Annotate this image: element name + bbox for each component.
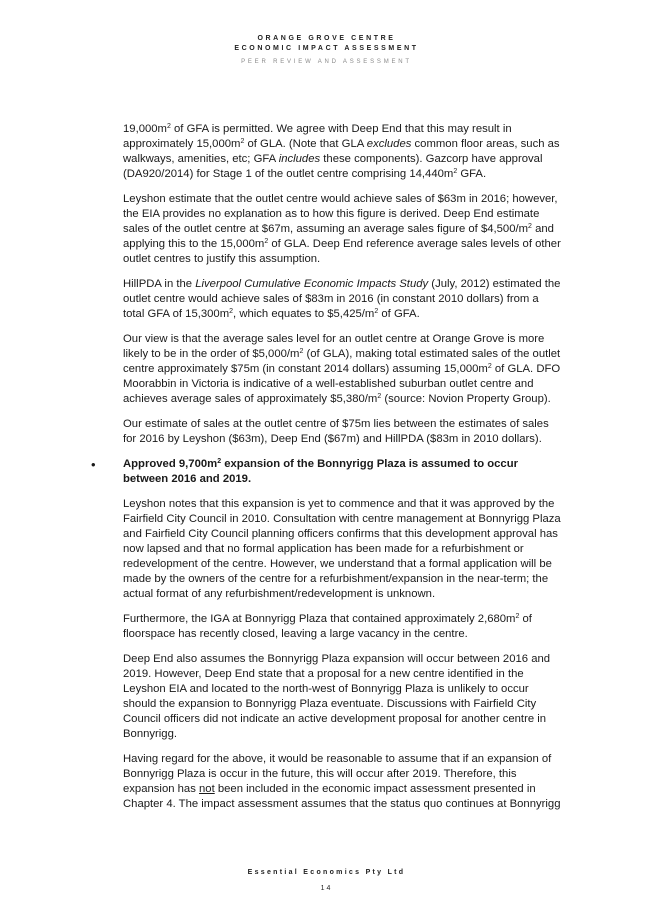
paragraph-5: Our estimate of sales at the outlet centre of $75m lies between the estimates of sales for 2016 by Leyshon ($63m), Deep End ($67m) and HillPDA ($83m in 2010 dollars). bbox=[123, 418, 549, 445]
paragraph-1: $19,000m^2$ of GFA is permitted. We agree with Deep End that this may result in approximately $15,000m^2$ of GLA. (Note that GLA excludes common floor areas, such as walkways, amenities, etc; GFA includes these components). Gazcorp have approval (DA920/2014) for Stage 1 of the outlet centre comprising $14,440m^2$ GFA. bbox=[123, 123, 560, 180]
page-number: 14 bbox=[320, 885, 333, 892]
paragraph-4: Our view is that the average sales level for an outlet centre at Orange Grove is more likely to be in the order of $\$5,000/m^2$ (of GLA), making total estimated sales of the outlet centre approximately $75m (in constant 2014 dollars) assuming $15,000m^2$ of GLA. DFO Moorabbin in Victoria is indicative of a well-established suburban outlet centre and achieves average sales of approximately $\$5,380/m^2$ (source: Novion Property Group). bbox=[123, 333, 561, 405]
header-subtitle: ECONOMIC IMPACT ASSESSMENT bbox=[234, 44, 419, 52]
header-title: ORANGE GROVE CENTRE bbox=[257, 35, 396, 42]
paragraph-8: Deep End also assumes the Bonnyrigg Plaza expansion will occur between 2016 and 2019. However, Deep End state that a proposal for a new centre identified in the Leyshon EIA and located to the north-west of Bonnyrigg Plaza is unlikely to occur should the expansion to Bonnyrigg Plaza eventuate. Discussions with Fairfield City Council officers did not indicate an active development proposal for another centre in Bonnyrigg. bbox=[123, 653, 551, 740]
footer-company: Essential Economics Pty Ltd bbox=[247, 869, 406, 876]
header-section: PEER REVIEW AND ASSESSMENT bbox=[241, 59, 412, 65]
paragraph-3: HillPDA in the Liverpool Cumulative Economic Impacts Study (July, 2012) estimated the outlet centre would achieve sales of $83m in 2016 (in constant 2010 dollars) from a total GFA of $15,300m^2$, which equates to $\$5,425/m^2$ of GFA. bbox=[123, 278, 561, 320]
document-body bbox=[91, 122, 563, 822]
paragraph-9: Having regard for the above, it would be reasonable to assume that if an expansion of Bonnyrigg Plaza is occur in the future, this will occur after 2019. Therefore, this expansion has not been included in the economic impact assessment presented in Chapter 4. The impact assessment assumes that the status quo continues at Bonnyrigg bbox=[123, 753, 561, 810]
bullet-heading: Approved $9,700m^2$ expansion of the Bonnyrigg Plaza is assumed to occur between 2016 and 2019. bbox=[123, 458, 519, 485]
bullet-item bbox=[91, 457, 563, 487]
paragraph-7: Furthermore, the IGA at Bonnyrigg Plaza that contained approximately $2,680m^2$ of floorspace has recently closed, leaving a large vacancy in the centre. bbox=[123, 613, 532, 640]
page-footer bbox=[0, 869, 653, 892]
paragraph-2: Leyshon estimate that the outlet centre would achieve sales of $63m in 2016; however, the EIA provides no explanation as to how this figure is derived. Deep End estimate sales of the outlet centre at $67m, assuming an average sales figure of $\$4,500/m^2$ and applying this to the $15,000m^2$ of GLA. Deep End reference average sales levels of other outlet centres to justify this assumption. bbox=[123, 193, 561, 265]
page-header bbox=[0, 34, 653, 65]
paragraph-6: Leyshon notes that this expansion is yet to commence and that it was approved by the Fairfield City Council in 2010. Consultation with centre management at Bonnyrigg Plaza and Fairfield City Council planning officers confirms that this development approval has now lapsed and that no formal application has been made for a refurbishment or redevelopment of the centre. However, we understand that a formal application will be made by the owners of the centre for a refurbishment/expansion in the near-term; the actual format of any refurbishment/redevelopment is unknown. bbox=[123, 498, 561, 600]
bullet-icon: • bbox=[91, 457, 96, 472]
